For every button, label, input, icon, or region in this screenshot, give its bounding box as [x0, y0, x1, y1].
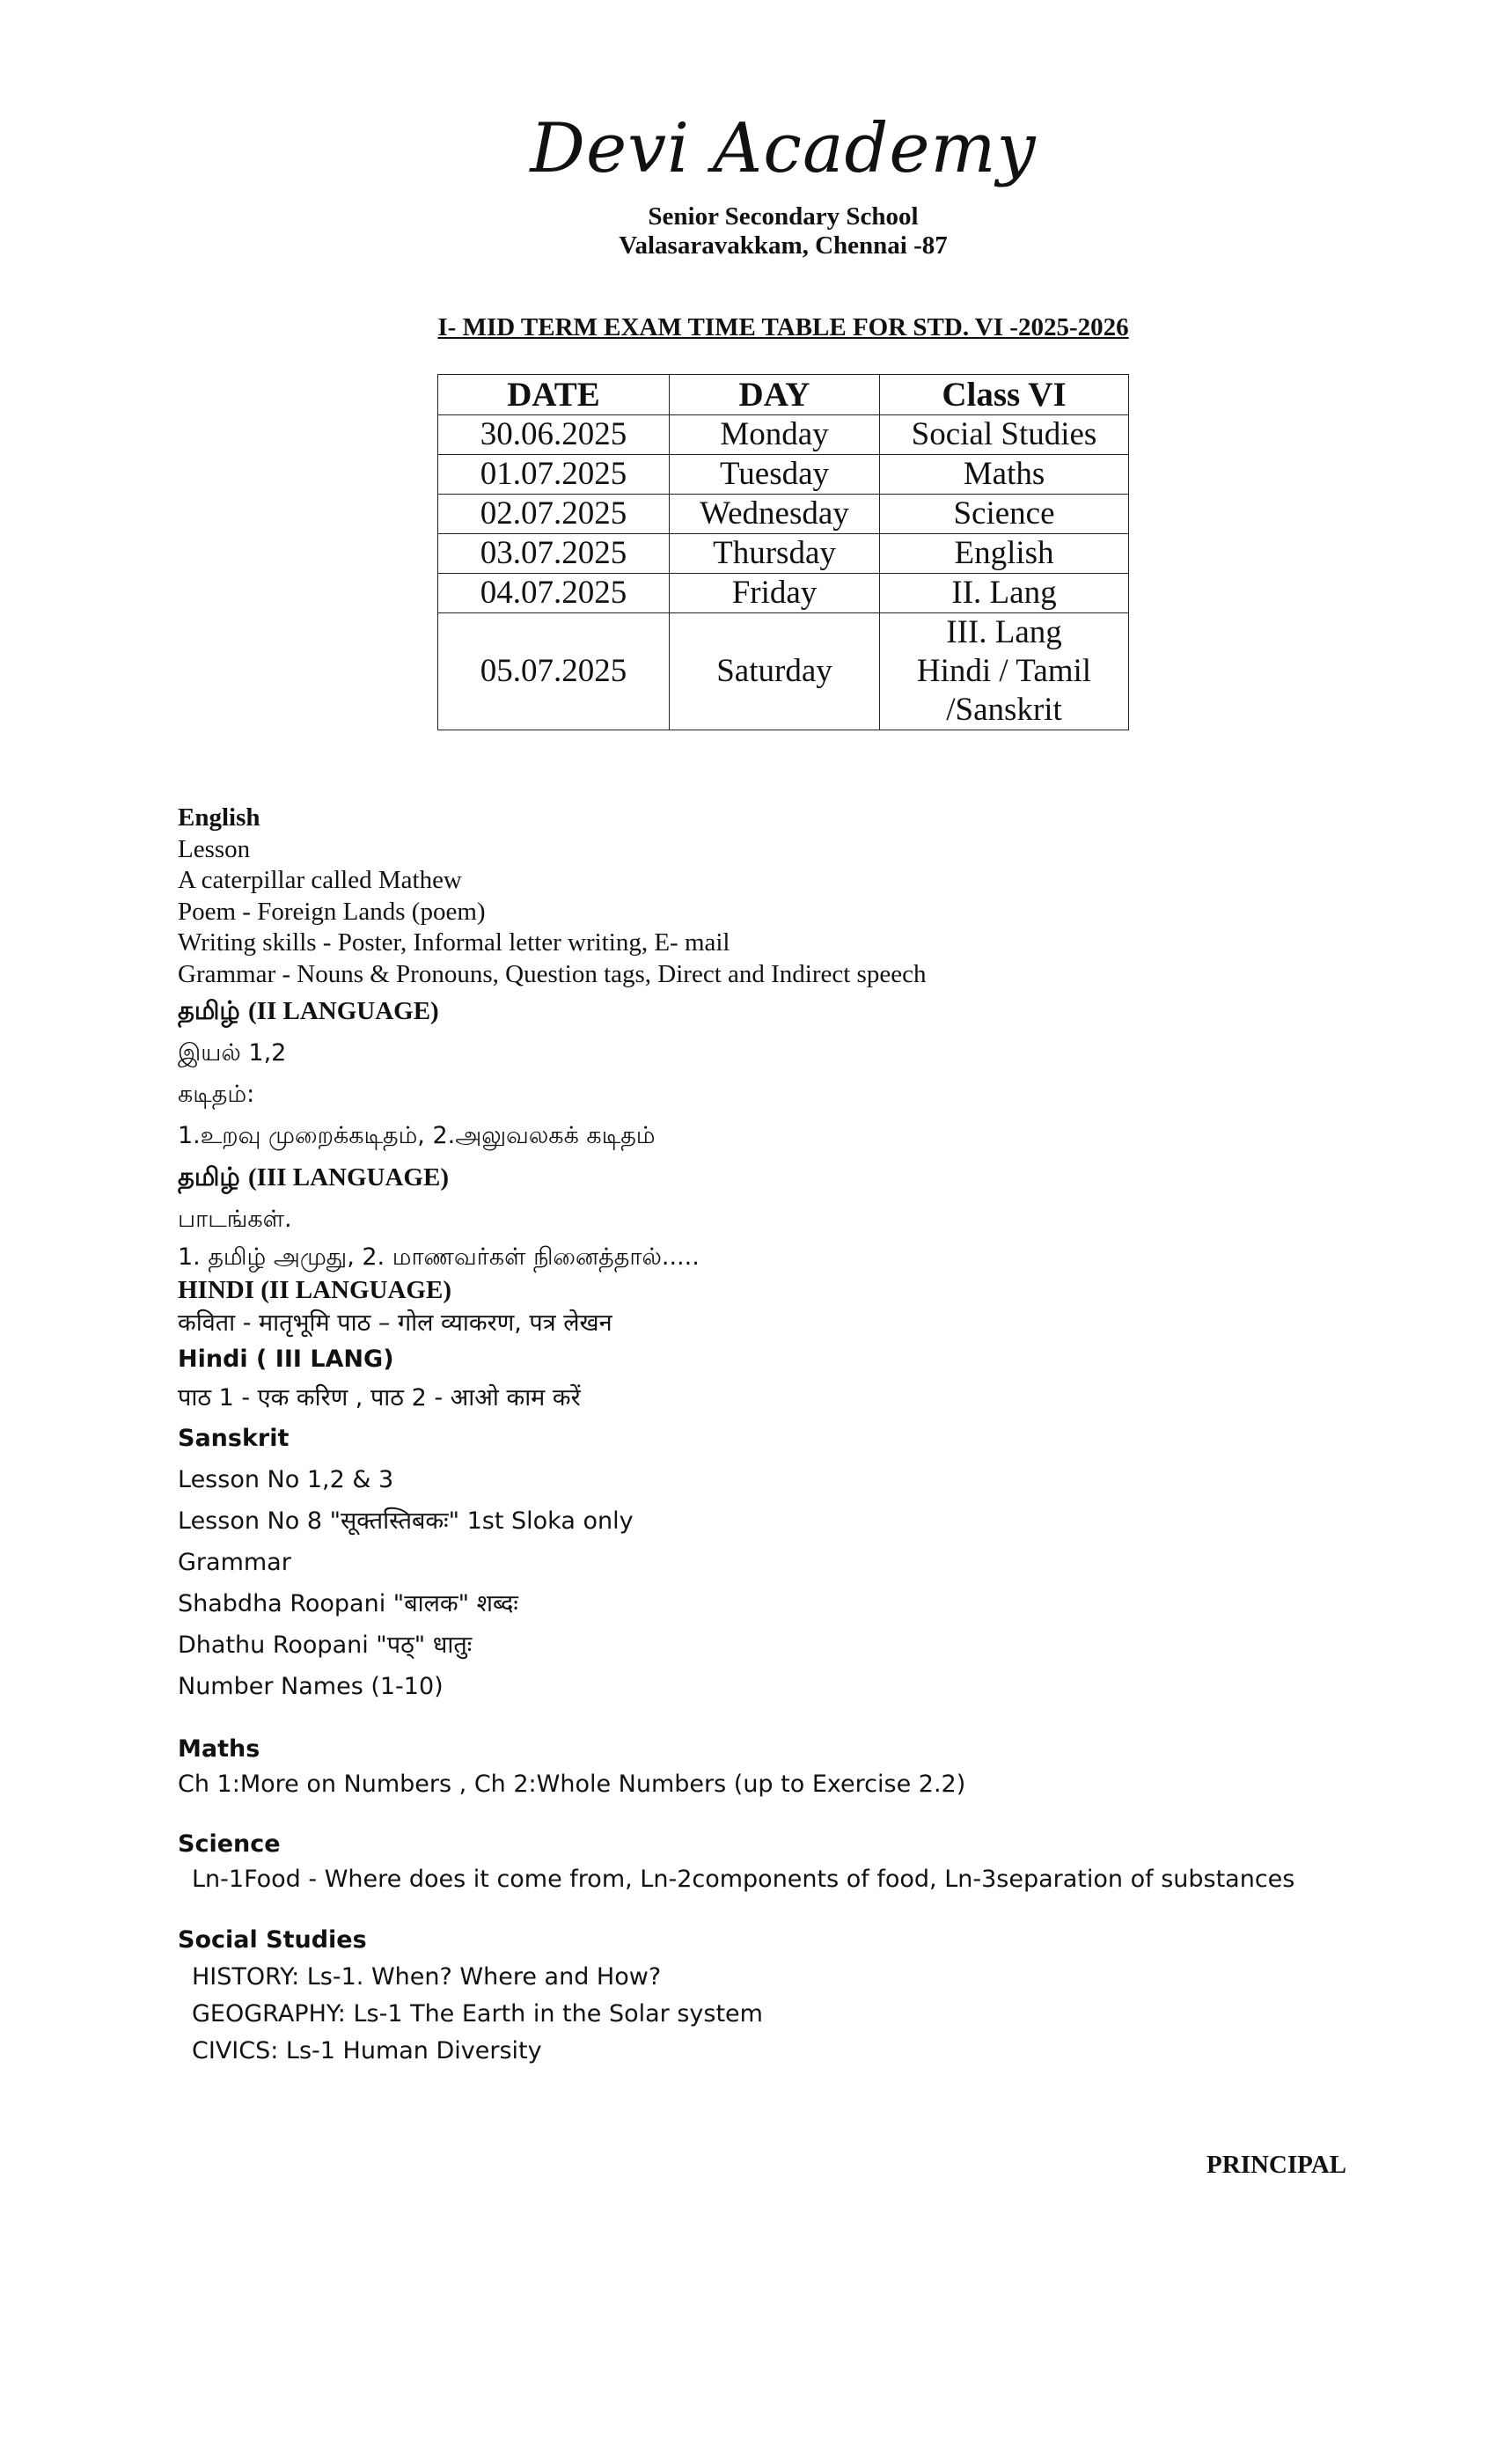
cell-day: Monday — [670, 415, 880, 455]
syllabus-sanskrit — [178, 1418, 1410, 1707]
table-row — [438, 455, 1129, 495]
column-header-day: DAY — [670, 375, 880, 415]
cell-subject: English — [880, 534, 1129, 574]
table-row — [438, 495, 1129, 534]
syllabus-line: Lesson No 1,2 & 3 — [178, 1465, 394, 1493]
cell-day: Friday — [670, 574, 880, 613]
section-heading: Hindi ( III LANG) — [178, 1345, 394, 1373]
column-header-class: Class VI — [880, 375, 1129, 415]
school-address: Valasaravakkam, Chennai -87 — [619, 231, 948, 260]
cell-subject — [880, 613, 1129, 730]
syllabus-line: Ch 1:More on Numbers , Ch 2:Whole Numbers (up to Exercise 2.2) — [178, 1770, 966, 1798]
syllabus-english — [178, 803, 1410, 990]
section-heading: English — [178, 803, 260, 832]
section-heading: Maths — [178, 1734, 260, 1763]
syllabus-line: CIVICS: Ls-1 Human Diversity — [192, 2036, 542, 2064]
subject-line: Hindi / Tamil — [916, 653, 1092, 689]
cell-day: Saturday — [670, 613, 880, 730]
syllabus-line: Dhathu Roopani "पठ्" धातुः — [178, 1631, 473, 1659]
school-type: Senior Secondary School — [648, 202, 919, 231]
cell-date: 30.06.2025 — [438, 415, 670, 455]
section-heading: Sanskrit — [178, 1424, 290, 1452]
section-heading: Social Studies — [178, 1925, 367, 1954]
table-row — [438, 534, 1129, 574]
syllabus-maths — [178, 1732, 1410, 1802]
table-row — [438, 415, 1129, 455]
syllabus-line: இயல் 1,2 — [178, 1039, 287, 1067]
section-heading: தமிழ் (III LANGUAGE) — [178, 1162, 449, 1192]
syllabus-line: 1.உறவு முறைக்கடிதம், 2.அலுவலகக் கடிதம் — [178, 1122, 656, 1149]
syllabus-line: கடிதம்: — [178, 1081, 255, 1108]
syllabus-line: Lesson No 8 "सूक्तस्तिबकः" 1st Sloka only — [178, 1507, 634, 1535]
subject-line: /Sanskrit — [946, 692, 1062, 728]
syllabus-line: Grammar — [178, 1548, 291, 1576]
cell-subject: Social Studies — [880, 415, 1129, 455]
exam-timetable — [437, 374, 1129, 730]
syllabus-tamil-iii — [178, 1156, 1410, 1275]
cell-date: 03.07.2025 — [438, 534, 670, 574]
cell-day: Tuesday — [670, 455, 880, 495]
syllabus-line: Grammar - Nouns & Pronouns, Question tags, Direct and Indirect speech — [178, 959, 927, 988]
syllabus-line: HISTORY: Ls-1. When? Where and How? — [192, 1962, 662, 1991]
syllabus-social-studies — [178, 1922, 1410, 2070]
section-heading: HINDI (II LANGUAGE) — [178, 1276, 451, 1304]
syllabus-tamil-ii — [178, 990, 1410, 1156]
table-header-row — [438, 375, 1129, 415]
cell-day: Thursday — [670, 534, 880, 574]
syllabus-line: A caterpillar called Mathew — [178, 866, 462, 894]
syllabus-line: Poem - Foreign Lands (poem) — [178, 897, 486, 926]
cell-date: 02.07.2025 — [438, 495, 670, 534]
table-row — [438, 613, 1129, 730]
syllabus-line: पाठ 1 - एक करिण , पाठ 2 - आओ काम करें — [178, 1383, 581, 1412]
cell-date: 04.07.2025 — [438, 574, 670, 613]
cell-day: Wednesday — [670, 495, 880, 534]
syllabus-line: Shabdha Roopani "बालक" शब्दः — [178, 1589, 518, 1617]
syllabus-line: பாடங்கள். — [178, 1206, 292, 1233]
syllabus-line: GEOGRAPHY: Ls-1 The Earth in the Solar system — [192, 1999, 763, 2028]
school-header — [0, 109, 1496, 261]
syllabus-line: 1. தமிழ் அமுது, 2. மாணவர்கள் நினைத்தால்..... — [178, 1243, 700, 1271]
syllabus-section — [178, 803, 1410, 2070]
cell-subject: II. Lang — [880, 574, 1129, 613]
principal-signature-label: PRINCIPAL — [1206, 2151, 1346, 2179]
section-heading: தமிழ் (II LANGUAGE) — [178, 995, 439, 1025]
column-header-date: DATE — [438, 375, 670, 415]
syllabus-line: Number Names (1-10) — [178, 1672, 444, 1700]
cell-subject: Maths — [880, 455, 1129, 495]
subject-line: III. Lang — [946, 614, 1062, 650]
cell-date: 05.07.2025 — [438, 613, 670, 730]
syllabus-line: कविता - मातृभूमि पाठ – गोल व्याकरण, पत्र लेखन — [178, 1309, 612, 1337]
syllabus-hindi-ii — [178, 1275, 1410, 1340]
syllabus-line: Lesson — [178, 834, 251, 863]
syllabus-science — [178, 1827, 1410, 1897]
cell-subject: Science — [880, 495, 1129, 534]
syllabus-line: Ln-1Food - Where does it come from, Ln-2components of food, Ln-3separation of substances — [192, 1865, 1295, 1893]
table-row — [438, 574, 1129, 613]
school-logo: Devi Academy — [530, 109, 1037, 188]
section-heading: Science — [178, 1830, 281, 1858]
syllabus-hindi-iii — [178, 1340, 1410, 1418]
cell-date: 01.07.2025 — [438, 455, 670, 495]
exam-title: I- MID TERM EXAM TIME TABLE FOR STD. VI -2025-2026 — [437, 313, 1129, 341]
syllabus-line: Writing skills - Poster, Informal letter writing, E- mail — [178, 928, 730, 957]
